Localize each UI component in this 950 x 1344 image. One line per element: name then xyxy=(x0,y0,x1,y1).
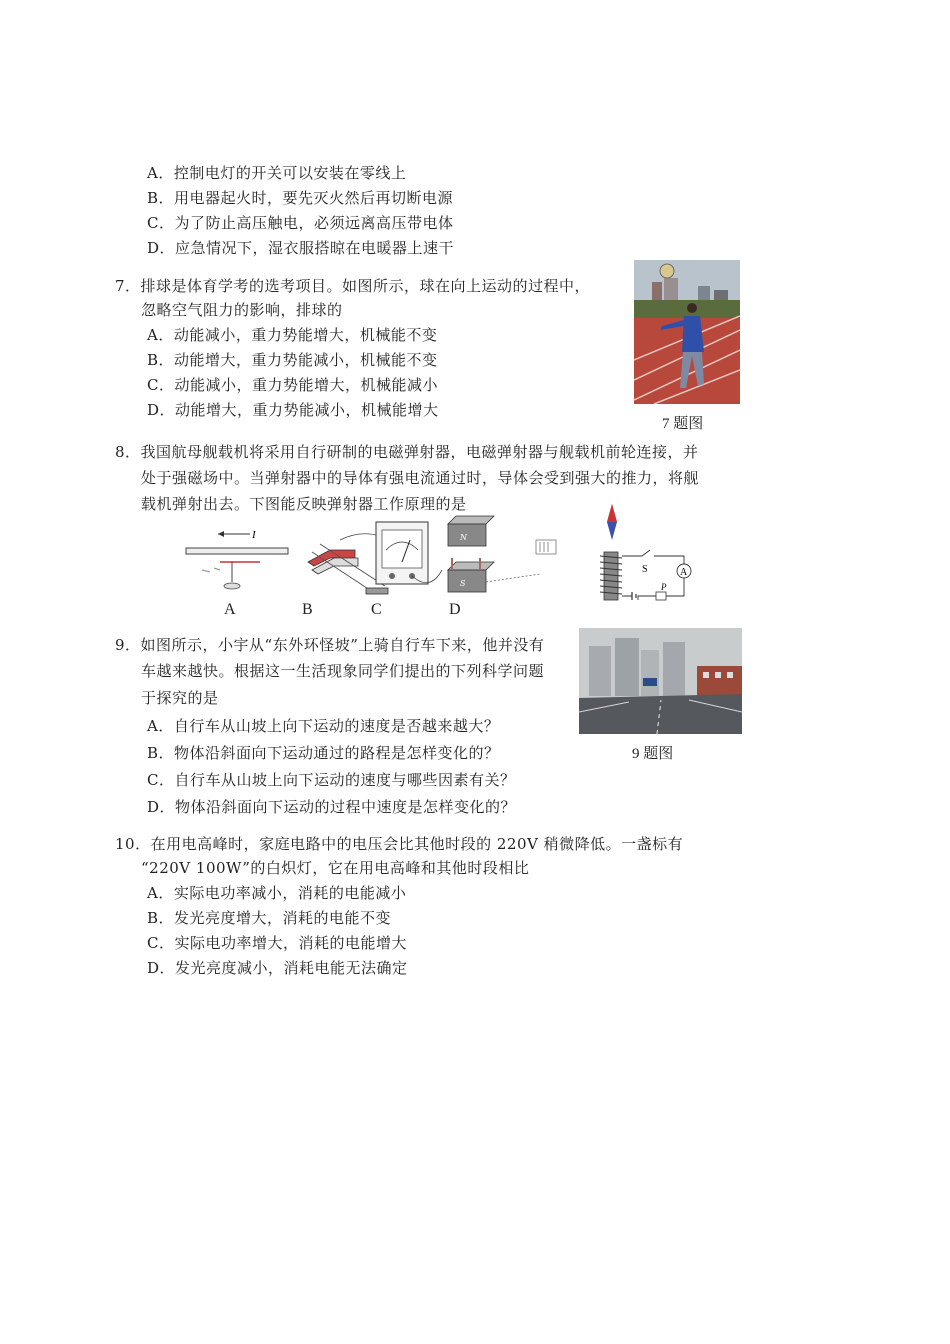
q8-stem-line-1: 8．我国航母舰载机将采用自行研制的电磁弹射器，电磁弹射器与舰载机前轮连接，并 xyxy=(115,443,699,461)
q7-option-c: C．动能减小，重力势能增大，机械能减小 xyxy=(147,376,438,394)
q6-option-b: B．用电器起火时，要先灭火然后再切断电源 xyxy=(147,189,454,207)
q9-option-b: B．物体沿斜面向下运动通过的路程是怎样变化的？ xyxy=(147,744,500,762)
q9-option-d: D．物体沿斜面向下运动的过程中速度是怎样变化的？ xyxy=(147,798,517,816)
q8-fig-c-meter xyxy=(376,522,442,584)
q7-option-b: B．动能增大，重力势能减小，机械能不变 xyxy=(147,351,438,369)
q9-road-photo xyxy=(579,628,742,734)
q9-option-c: C．自行车从山坡上向下运动的速度与哪些因素有关？ xyxy=(147,771,516,789)
q9-figure-caption: 9 题图 xyxy=(632,746,674,762)
q7-volleyball-photo xyxy=(634,260,740,404)
svg-text:I: I xyxy=(252,529,256,541)
q8-fig-a-wire-compass xyxy=(186,529,288,589)
svg-text:N: N xyxy=(460,533,467,542)
q10-stem-line-2: “220V 100W”的白炽灯，它在用电高峰和其他时段相比 xyxy=(141,859,530,877)
q8-figures xyxy=(180,500,700,605)
q6-option-c: C．为了防止高压触电，必须远离高压带电体 xyxy=(147,214,454,232)
q10-option-a: A．实际电功率减小，消耗的电能减小 xyxy=(147,884,407,902)
q8-fig-e-electromagnet-circuit xyxy=(600,504,691,600)
q8-stem-line-3: 载机弹射出去。下图能反映弹射器工作原理的是 xyxy=(141,495,467,513)
q9-option-a: A．自行车从山坡上向下运动的速度是否越来越大？ xyxy=(147,717,500,735)
q8-fig-d-magnet-rail xyxy=(448,516,556,592)
q9-stem-line-1: 9．如图所示，小宇从“东外环怪坡”上骑自行车下来，他并没有 xyxy=(115,636,545,654)
q8-label-c: C xyxy=(371,601,382,618)
q6-option-a: A．控制电灯的开关可以安装在零线上 xyxy=(147,164,407,182)
svg-text:P: P xyxy=(661,582,667,592)
q6-option-d: D．应急情况下，湿衣服搭晾在电暖器上速干 xyxy=(147,239,455,257)
q8-label-d: D xyxy=(449,601,461,618)
q9-stem-line-2: 车越来越快。根据这一生活现象同学们提出的下列科学问题 xyxy=(141,662,545,680)
q10-option-d: D．发光亮度减小，消耗电能无法确定 xyxy=(147,959,408,977)
q7-stem-line-1: 7．排球是体育学考的选考项目。如图所示，球在向上运动的过程中， xyxy=(115,277,591,295)
q8-label-b: B xyxy=(302,601,313,618)
q7-stem-line-2: 忽略空气阻力的影响，排球的 xyxy=(141,301,343,319)
q10-option-c: C．实际电功率增大，消耗的电能增大 xyxy=(147,934,407,952)
svg-text:S: S xyxy=(460,579,466,588)
q10-stem-line-1: 10．在用电高峰时，家庭电路中的电压会比其他时段的 220V 稍微降低。一盏标有 xyxy=(115,835,684,853)
q9-stem-line-3: 于探究的是 xyxy=(141,689,219,707)
svg-text:S: S xyxy=(642,564,648,575)
q8-label-a: A xyxy=(224,601,236,618)
svg-text:A: A xyxy=(680,567,688,578)
q7-figure-caption: 7 题图 xyxy=(662,416,704,432)
q7-option-a: A．动能减小，重力势能增大，机械能不变 xyxy=(147,326,438,344)
q8-stem-line-2: 处于强磁场中。当弹射器中的导体有强电流通过时，导体会受到强大的推力，将舰 xyxy=(141,469,700,487)
q10-option-b: B．发光亮度增大，消耗的电能不变 xyxy=(147,909,392,927)
q7-option-d: D．动能增大，重力势能减小，机械能增大 xyxy=(147,401,439,419)
